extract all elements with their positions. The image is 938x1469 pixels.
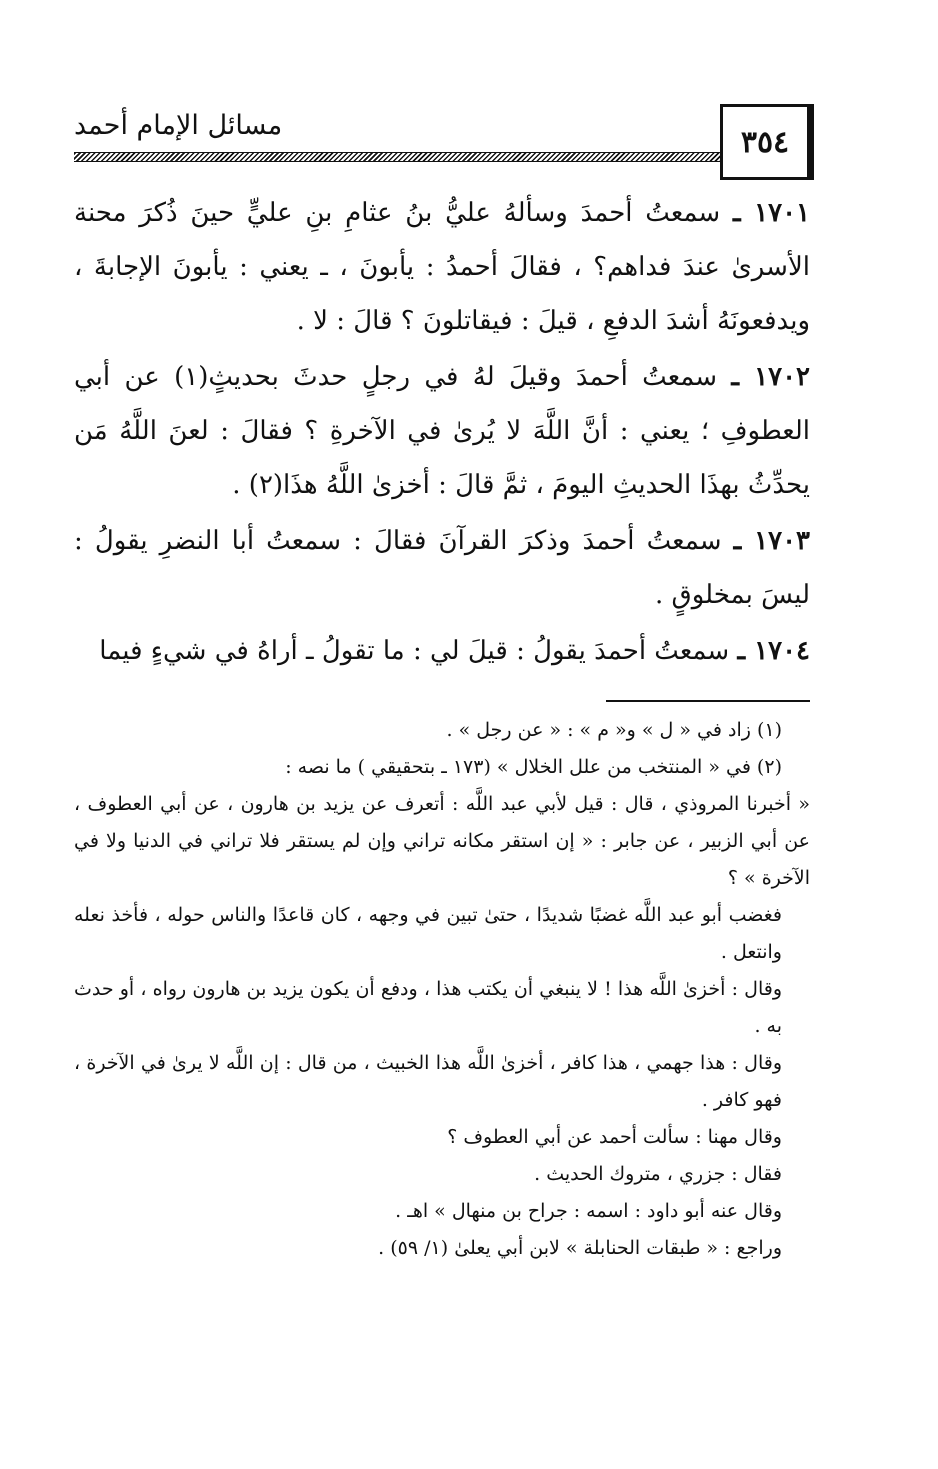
header-rule	[74, 152, 720, 162]
main-text	[74, 186, 810, 680]
entry-number: ١٧٠٤ ـ	[737, 636, 810, 666]
entry-text: سمعتُ أحمدَ وقيلَ لهُ في رجلٍ حدثَ بحديثٍ(١) عن أبي العطوفِ ؛ يعني : أنَّ اللَّهَ لا يُرىٰ في الآخرةِ ؟ فقالَ : لعنَ اللَّهُ مَن يحدِّثُ بهذَا الحديثِ اليومَ ، ثمَّ قالَ : أخزىٰ اللَّهُ هذَا(٢) .	[74, 362, 810, 500]
footnote-line: (١) زاد في « ل » و« م » : « عن رجل » .	[446, 719, 782, 741]
footnote-line: (٢) في « المنتخب من علل الخلال » (١٧٣ ـ بتحقيقي ) ما نصه :	[285, 756, 782, 778]
footnote-separator	[606, 700, 810, 702]
footnote-line: فقال : جزري ، متروك الحديث .	[534, 1163, 782, 1185]
entry-text: سمعتُ أحمدَ وسألهُ عليُّ بنُ عثامِ بنِ عليٍّ حينَ ذُكرَ محنة الأسرىٰ عندَ فداهم؟ ، فقالَ أحمدُ : يأبونَ ، ـ يعني : يأبونَ الإجابةَ ، ويدفعونَهُ أشدَ الدفعِ ، قيلَ : فيقاتلونَ ؟ قالَ : لا .	[74, 198, 810, 336]
running-title: مسائل الإمام أحمد	[74, 110, 283, 141]
paragraph-1702	[74, 350, 810, 512]
entry-number: ١٧٠١ ـ	[732, 198, 810, 228]
footnote-line: وقال : هذا جهمي ، هذا كافر ، أخزىٰ اللَّه هذا الخبيث ، من قال : إن اللَّه لا يرىٰ في الآخرة ، فهو كافر .	[74, 1052, 782, 1111]
entry-text: سمعتُ أحمدَ يقولُ : قيلَ لي : ما تقولُ ـ أراهُ في شيءٍ فيما	[99, 636, 738, 666]
page-header	[74, 104, 814, 184]
footnote-line: وقال عنه أبو داود : اسمه : جراح بن منهال » اهـ .	[395, 1200, 782, 1222]
paragraph-1701	[74, 186, 810, 348]
footnote-line: « أخبرنا المروذي ، قال : قيل لأبي عبد اللَّه : أتعرف عن يزيد بن هارون ، عن أبي العطوف ، عن أبي الزبير ، عن جابر : « إن استقر مكانه تراني وإن لم يستقر فلا تراني في الدنيا ولا في الآخرة » ؟	[74, 793, 810, 889]
paragraph-1704	[74, 624, 810, 678]
footnote-line: فغضب أبو عبد اللَّه غضبًا شديدًا ، حتىٰ تبين في وجهه ، كان قاعدًا والناس حوله ، فأخذ نعله وانتعل .	[74, 904, 782, 963]
footnotes	[74, 712, 810, 1267]
paragraph-1703	[74, 514, 810, 622]
entry-number: ١٧٠٢ ـ	[731, 362, 811, 392]
footnote-line: وقال : أخزىٰ اللَّه هذا ! لا ينبغي أن يكتب هذا ، ودفع أن يكون يزيد بن هارون رواه ، أو حدث به .	[74, 978, 782, 1037]
entry-text: سمعتُ أحمدَ وذكرَ القرآنَ فقالَ : سمعتُ أبا النضرِ يقولُ : ليسَ بمخلوقٍ .	[74, 526, 810, 610]
footnote-line: وقال مهنا : سألت أحمد عن أبي العطوف ؟	[447, 1126, 782, 1148]
page-number: ٣٥٤	[720, 104, 814, 180]
footnote-line: وراجع : « طبقات الحنابلة » لابن أبي يعلىٰ (١/ ٥٩) .	[378, 1237, 782, 1259]
entry-number: ١٧٠٣ ـ	[733, 526, 811, 556]
